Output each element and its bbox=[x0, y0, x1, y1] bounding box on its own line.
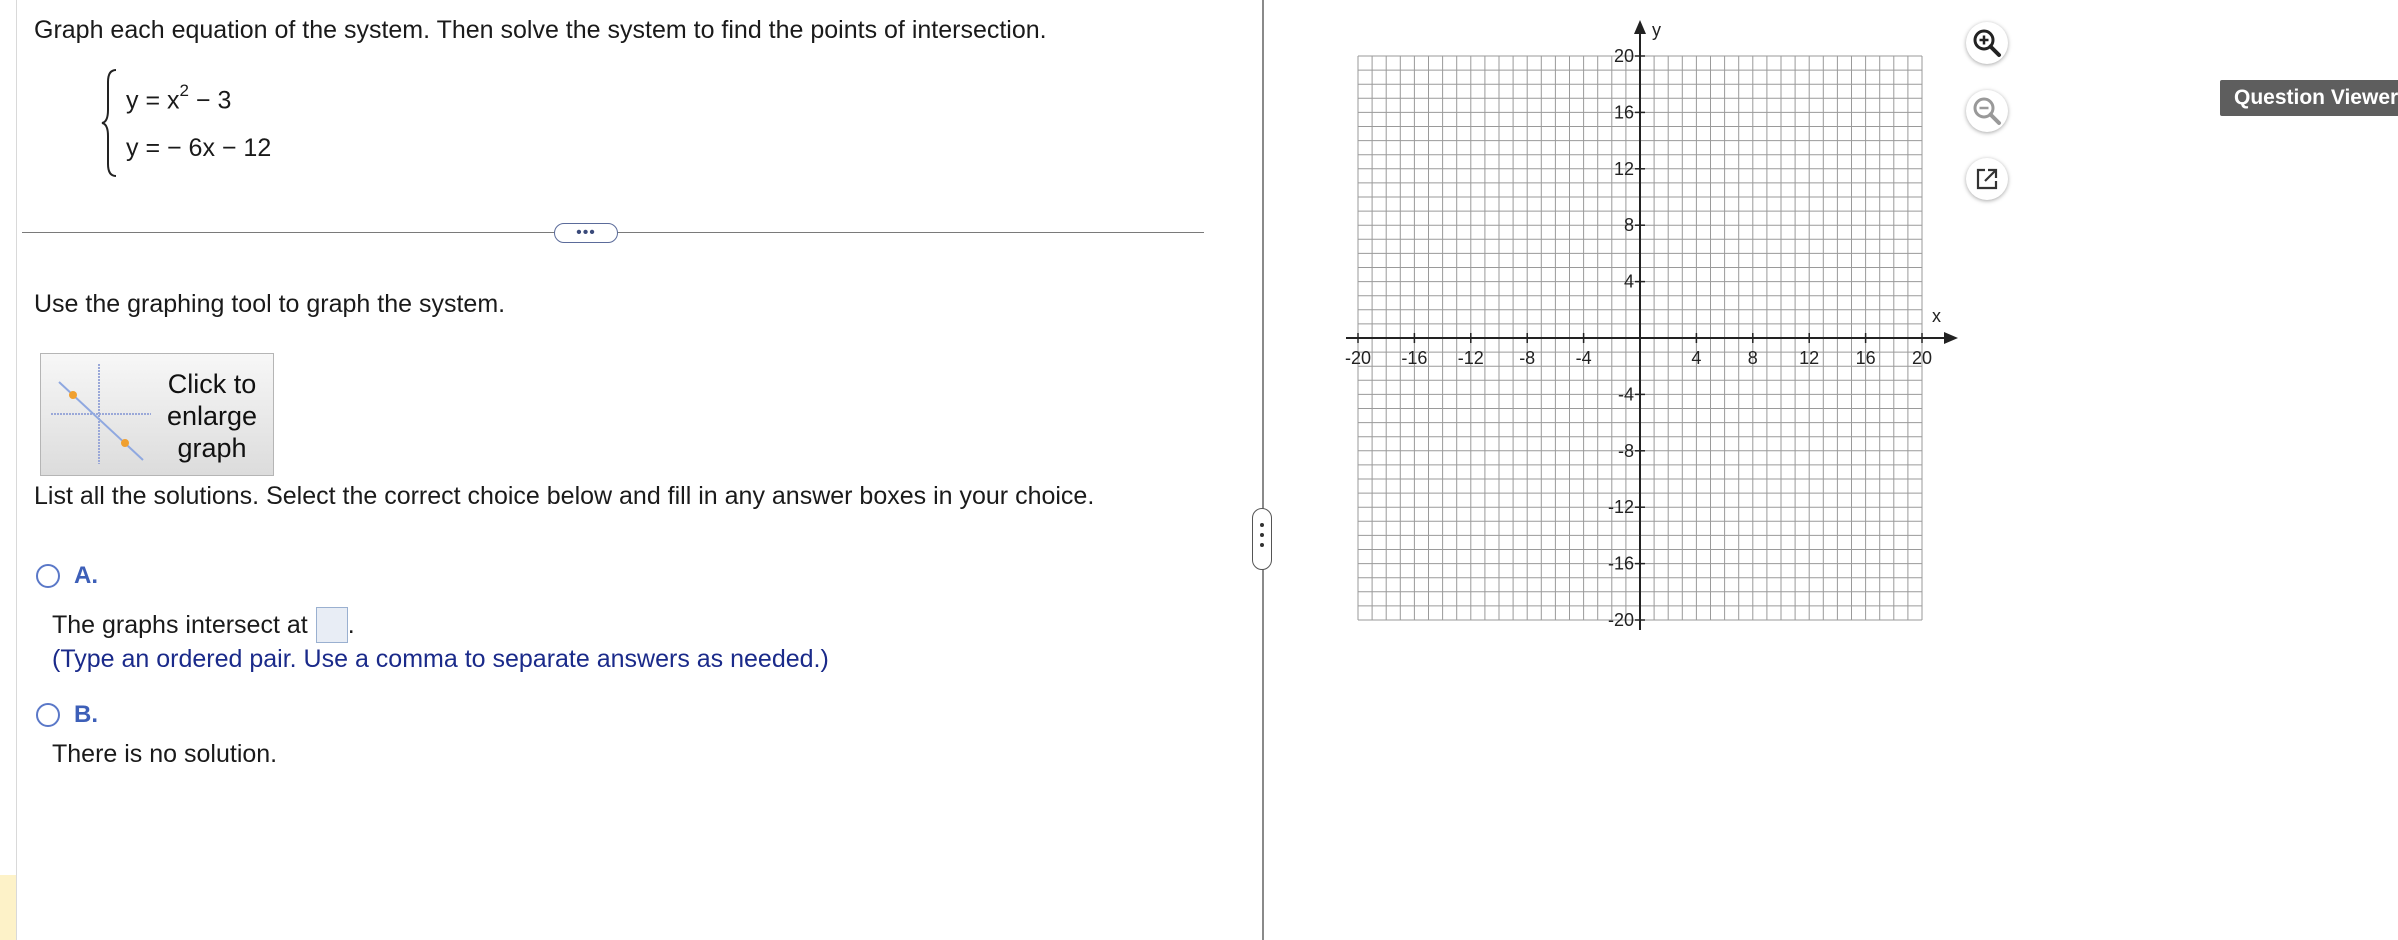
choice-a-hint: (Type an ordered pair. Use a comma to separate answers as needed.) bbox=[52, 645, 829, 673]
choice-a-suffix: . bbox=[347, 610, 355, 639]
choice-a-letter: A. bbox=[74, 562, 98, 589]
left-edge-highlight bbox=[0, 875, 16, 940]
y-tick-label: 12 bbox=[1613, 158, 1634, 179]
y-axis-arrow bbox=[1634, 20, 1646, 34]
zoom-in-icon bbox=[1972, 28, 2002, 58]
question-instruction: Graph each equation of the system. Then solve the system to find the points of intersection. bbox=[34, 16, 1047, 44]
y-tick-label: -12 bbox=[1607, 497, 1634, 518]
left-edge-strip bbox=[0, 0, 17, 940]
enlarge-graph-button[interactable] bbox=[40, 353, 274, 476]
graph-thumbnail-icon bbox=[51, 364, 151, 464]
x-tick-label: 20 bbox=[1911, 348, 1933, 368]
choice-b-radio[interactable] bbox=[36, 703, 60, 727]
y-tick-label: 4 bbox=[1623, 271, 1634, 292]
zoom-out-button[interactable] bbox=[1966, 90, 2008, 132]
question-viewer-tab[interactable]: Question Viewer bbox=[2220, 80, 2398, 116]
x-tick-label: 4 bbox=[1691, 348, 1702, 368]
equation-1-lhs: y = x bbox=[126, 86, 180, 115]
panel-divider bbox=[1262, 0, 1264, 940]
system-brace bbox=[100, 68, 124, 178]
zoom-out-icon bbox=[1972, 96, 2002, 126]
y-tick-label: 8 bbox=[1623, 215, 1634, 236]
list-solutions-text: List all the solutions. Select the correct choice below and fill in any answer boxes in your choice. bbox=[34, 482, 1095, 510]
x-tick-label: -16 bbox=[1401, 348, 1428, 368]
choice-b-letter: B. bbox=[74, 701, 98, 728]
use-tool-text: Use the graphing tool to graph the system. bbox=[34, 290, 506, 318]
choice-a[interactable] bbox=[36, 562, 98, 590]
popout-button[interactable] bbox=[1966, 158, 2008, 200]
y-tick-label: 16 bbox=[1613, 102, 1634, 123]
x-tick-label: -20 bbox=[1344, 348, 1372, 368]
zoom-in-button[interactable] bbox=[1966, 22, 2008, 64]
x-tick-label: -8 bbox=[1519, 348, 1536, 368]
intersection-answer-input[interactable] bbox=[316, 607, 348, 643]
equation-1-exponent: 2 bbox=[179, 81, 189, 100]
panel-resize-handle[interactable] bbox=[1252, 508, 1272, 570]
x-tick-label: -4 bbox=[1575, 348, 1592, 368]
equation-1 bbox=[126, 81, 232, 115]
equation-2: y = − 6x − 12 bbox=[126, 134, 272, 162]
choice-a-statement bbox=[52, 607, 355, 643]
x-tick-label: 16 bbox=[1855, 348, 1876, 368]
external-link-icon bbox=[1974, 166, 2000, 192]
y-axis-label: y bbox=[1652, 20, 1661, 40]
x-tick-label: 12 bbox=[1799, 348, 1820, 368]
x-axis-label: x bbox=[1932, 306, 1941, 326]
equation-system bbox=[100, 68, 400, 178]
x-axis-arrow bbox=[1944, 332, 1958, 344]
expand-more-button[interactable]: ••• bbox=[554, 223, 618, 243]
enlarge-graph-label: Click to enlarge graph bbox=[166, 369, 258, 463]
choice-b[interactable] bbox=[36, 701, 98, 729]
choice-a-text: The graphs intersect at bbox=[52, 610, 308, 639]
choice-b-text: There is no solution. bbox=[52, 740, 278, 768]
x-tick-label: -12 bbox=[1457, 348, 1484, 368]
y-tick-label: -20 bbox=[1607, 610, 1634, 630]
y-tick-label: -4 bbox=[1617, 384, 1634, 405]
y-tick-label: 20 bbox=[1613, 46, 1634, 66]
graphing-tool[interactable] bbox=[1330, 18, 1970, 638]
y-tick-label: -16 bbox=[1607, 553, 1634, 574]
y-tick-label: -8 bbox=[1617, 440, 1634, 461]
choice-a-radio[interactable] bbox=[36, 564, 60, 588]
x-tick-label: 8 bbox=[1747, 348, 1758, 368]
equation-1-rhs: − 3 bbox=[188, 86, 232, 115]
